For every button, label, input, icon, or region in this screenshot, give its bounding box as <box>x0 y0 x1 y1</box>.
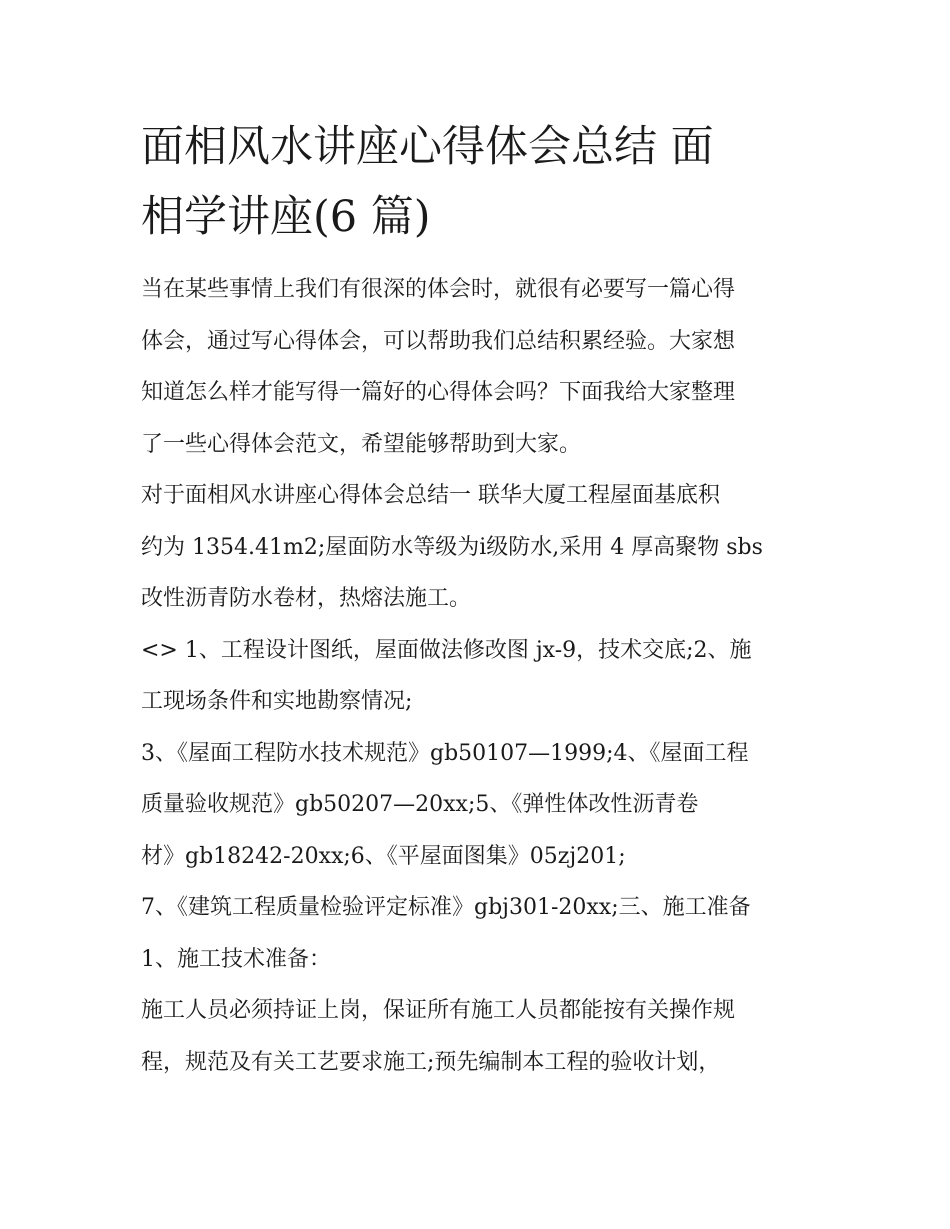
text-line: 体会，通过写心得体会，可以帮助我们总结积累经验。大家想 <box>141 328 736 354</box>
text-line: 质量验收规范》gb50207—20xx;5、《弹性体改性沥青卷 <box>141 792 699 817</box>
text-line: 7、《建筑工程质量检验评定标准》gbj301-20xx;三、施工准备 <box>141 895 751 920</box>
standards-paragraph <box>141 728 821 883</box>
preparation-paragraph <box>141 985 821 1088</box>
text-line: <> 1、工程设计图纸，屋面做法修改图 jx-9，技术交底;2、施 <box>141 637 752 663</box>
text-line: 改性沥青防水卷材，热熔法施工。 <box>141 586 472 611</box>
title-line: 相学讲座(6 篇) <box>141 192 431 242</box>
title-line: 面相风水讲座心得体会总结 面 <box>141 122 714 172</box>
intro-paragraph <box>141 264 821 470</box>
text-line: 约为 1354.41m2;屋面防水等级为ⅰ级防水,采用 4 厚高聚物 sbs <box>141 534 763 560</box>
basis-paragraph <box>141 625 821 728</box>
text-line: 对于面相风水讲座心得体会总结一 联华大厦工程屋面基底积 <box>141 483 720 508</box>
text-line: 知道怎么样才能写得一篇好的心得体会吗？下面我给大家整理 <box>141 380 736 405</box>
text-line: 了一些心得体会范文，希望能够帮助到大家。 <box>141 431 582 457</box>
project-overview-paragraph <box>141 470 821 625</box>
text-line: 材》gb18242-20xx;6、《平屋面图集》05zj201; <box>141 843 626 869</box>
text-line: 当在某些事情上我们有很深的体会时，就很有必要写一篇心得 <box>141 277 736 302</box>
text-line: 1、施工技术准备： <box>141 946 331 972</box>
text-line: 工现场条件和实地勘察情况; <box>141 689 413 714</box>
text-line: 施工人员必须持证上岗，保证所有施工人员都能按有关操作规 <box>141 998 736 1023</box>
text-line: 程，规范及有关工艺要求施工;预先编制本工程的验收计划， <box>141 1049 721 1075</box>
document-title <box>141 112 821 252</box>
standards-paragraph-2 <box>141 882 821 934</box>
section-heading <box>141 934 821 986</box>
text-line: 3、《屋面工程防水技术规范》gb50107—1999;4、《屋面工程 <box>141 740 749 766</box>
document-content <box>141 112 821 1088</box>
